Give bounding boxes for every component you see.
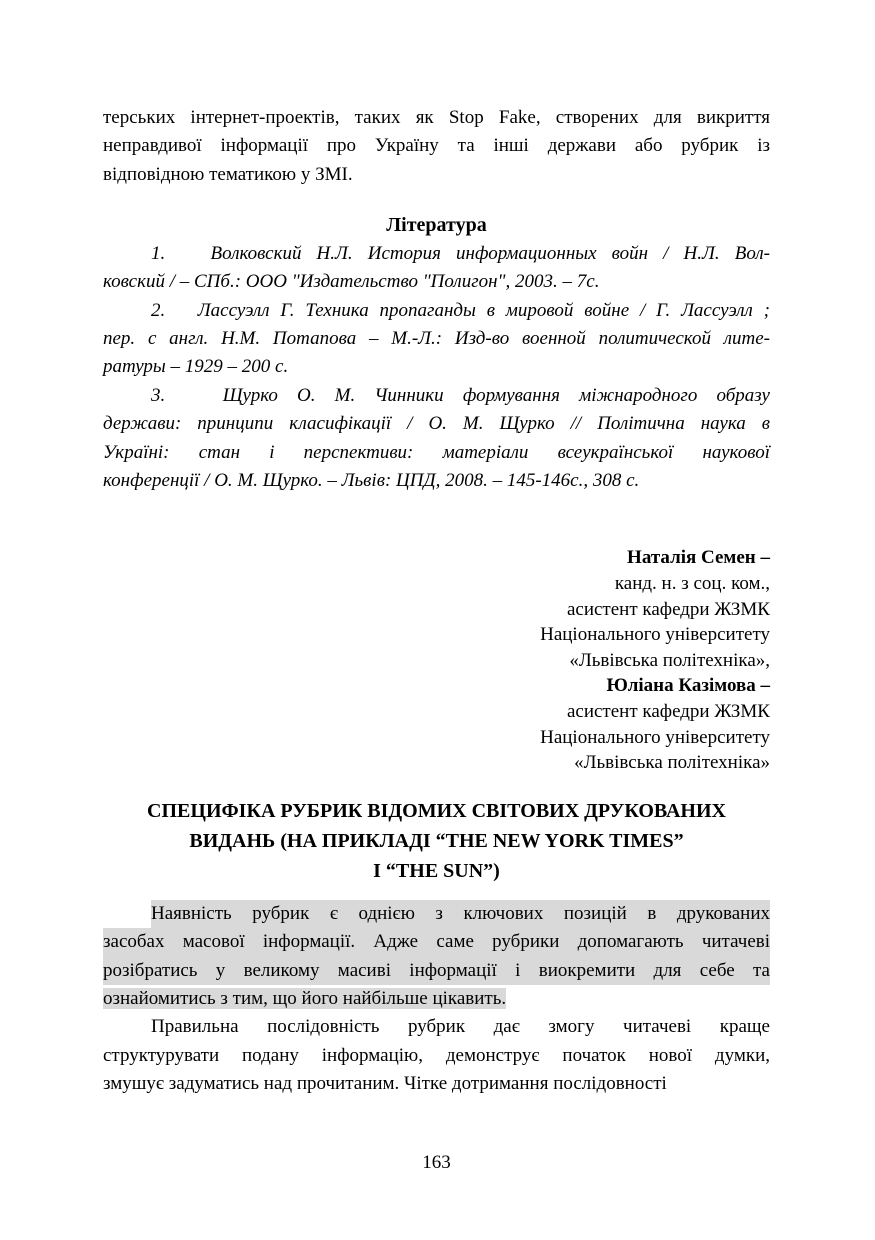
highlighted-text-line: розібратись у великому масиві інформації і виокремити для себе та — [103, 957, 770, 985]
author-affiliation-line: асистент кафедри ЖЗМК — [566, 598, 770, 620]
title-line: І “THE SUN”) — [373, 859, 500, 882]
text-line: пер. с англ. Н.М. Потапова – М.-Л.: Изд-во военной политической лите- — [103, 327, 770, 349]
author-name: Наталія Семен – — [627, 547, 770, 569]
title-line: СПЕЦИФІКА РУБРИК ВІДОМИХ СВІТОВИХ ДРУКОВАНИХ — [147, 799, 726, 822]
page-number: 163 — [422, 1151, 451, 1173]
lead-paragraph — [103, 900, 770, 1014]
text-line: 3. Щурко О. М. Чинники формування міжнародного образу — [151, 384, 770, 406]
reference-item — [103, 382, 770, 496]
article-title — [103, 796, 770, 886]
text-line: терських інтернет-проектів, таких як Stop Fake, створених для викриття — [103, 107, 770, 128]
title-line: ВИДАНЬ (НА ПРИКЛАДІ “THE NEW YORK TIMES” — [189, 829, 684, 852]
author-affiliation-line: Національного університету — [540, 726, 770, 748]
highlighted-text-line: Наявність рубрик є однією з ключових позицій в друкованих — [103, 900, 770, 928]
text-line: 2. Лассуэлл Г. Техника пропаганды в мировой войне / Г. Лассуэлл ; — [151, 299, 770, 321]
author-affiliation-line: асистент кафедри ЖЗМК — [566, 700, 770, 722]
body-paragraph — [103, 1013, 770, 1098]
text-line: неправдивої інформації про Україну та інші держави або рубрик із — [103, 135, 770, 157]
author-affiliation-line: «Львівська політехніка» — [574, 752, 770, 774]
text-line: ратуры – 1929 – 200 с. — [103, 356, 289, 378]
reference-item — [103, 297, 770, 382]
authors-block — [103, 545, 770, 775]
text-line: конференції / О. М. Щурко. – Львів: ЦПД, 2008. – 145-146с., 308 с. — [103, 469, 640, 491]
references-heading: Література — [386, 214, 487, 237]
highlighted-text-line: засобах масової інформації. Адже саме рубрики допомагають читачеві — [103, 928, 770, 956]
reference-item — [103, 240, 770, 297]
author-affiliation-line: Національного університету — [540, 624, 770, 646]
text-line: 1. Волковский Н.Л. История информационных войн / Н.Л. Вол- — [151, 242, 770, 264]
intro-paragraph — [103, 104, 770, 189]
text-line: змушує задуматись над прочитаним. Чітке дотримання послідовності — [103, 1073, 667, 1095]
author-name: Юліана Казімова – — [606, 675, 770, 697]
text-line: відповідною тематикою у ЗМІ. — [103, 163, 353, 185]
text-line: ковский / – СПб.: ООО "Издательство "Полигон", 2003. – 7с. — [103, 271, 600, 293]
references-list — [103, 240, 770, 496]
text-line: структурувати подану інформацію, демонструє початок нової думки, — [103, 1044, 770, 1066]
highlight-span: ознайомитись з тим, що його найбільше цікавить. — [103, 987, 507, 1009]
highlighted-text-line — [103, 985, 770, 1013]
text-line: Правильна послідовність рубрик дає змогу читачеві краще — [151, 1016, 770, 1038]
text-line: Україні: стан і перспективи: матеріали всеукраїнської наукової — [103, 441, 770, 463]
text-line: держави: принципи класифікації / О. М. Щурко // Політична наука в — [103, 413, 770, 435]
author-affiliation-line: канд. н. з соц. ком., — [614, 572, 770, 594]
author-affiliation-line: «Львівська політехніка», — [569, 649, 770, 671]
